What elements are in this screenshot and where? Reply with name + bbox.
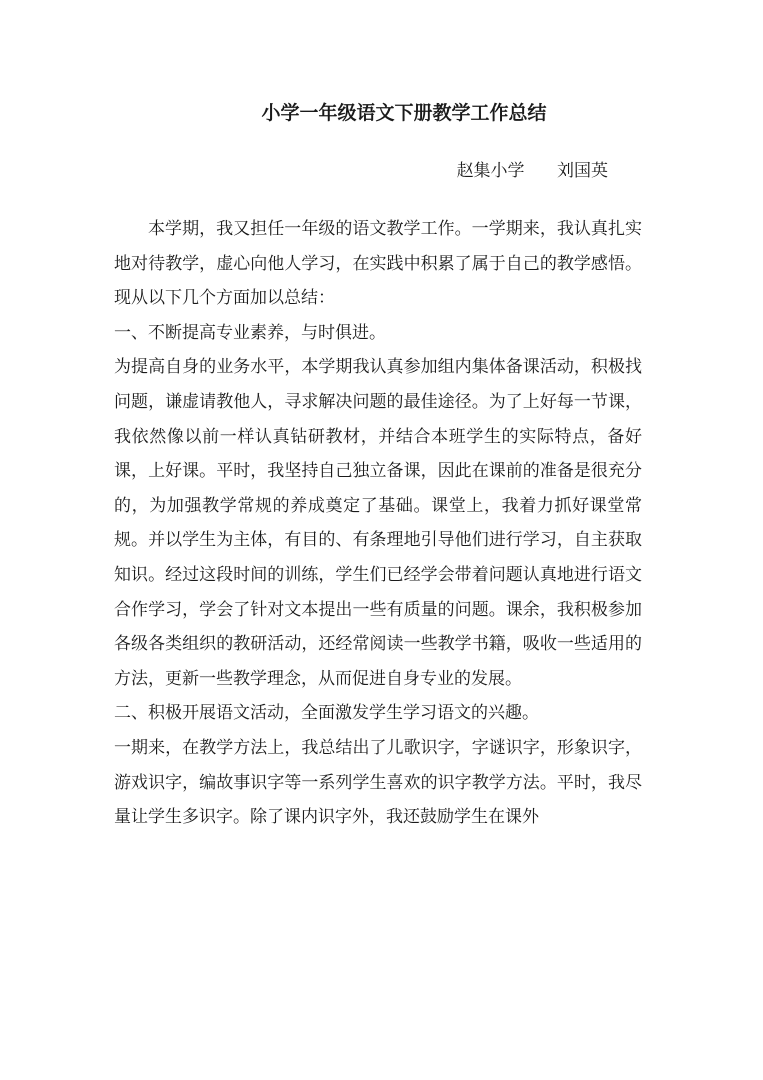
author-byline: 赵集小学 刘国英 [456,161,608,181]
section-heading-2: 二、积极开展语文活动，全面激发学生学习语文的兴趣。 [114,703,539,724]
document-title: 小学一年级语文下册教学工作总结 [261,102,547,124]
paragraph-section-2: 一期来，在教学方法上，我总结出了儿歌识字，字谜识字，形象识字，游戏识字，编故事识字等一系列学生喜欢的识字教学方法。平时，我尽量让学生多识字。除了课内识字外，我还鼓励学生在课外 [114,737,642,828]
paragraph-section-1: 为提高自身的业务水平，本学期我认真参加组内集体备课活动，积极找问题，谦虚请教他人，寻求解决问题的最佳途径。为了上好每一节课，我依然像以前一样认真钻研教材，并结合本班学生的实际特点，备好课，上好课。平时，我坚持自己独立备课，因此在课前的准备是很充分的，为加强教学常规的养成奠定了基础。课堂上，我着力抓好课堂常规。并以学生为主体，有目的、有条理地引导他们进行学习，自主获取知识。经过这段时间的训练，学生们已经学会带着问题认真地进行语文合作学习，学会了针对文本提出一些有质量的问题。课余，我积极参加各级各类组织的教研活动，还经常阅读一些教学书籍，吸收一些适用的方法，更新一些教学理念，从而促进自身专业的发展。 [114,357,642,689]
paragraph-intro: 本学期，我又担任一年级的语文教学工作。一学期来，我认真扎实地对待教学，虚心向他人学习，在实践中积累了属于自己的教学感悟。现从以下几个方面加以总结： [114,219,642,309]
document-body [114,212,642,835]
section-heading-1: 一、不断提高专业素养，与时俱进。 [114,322,386,343]
